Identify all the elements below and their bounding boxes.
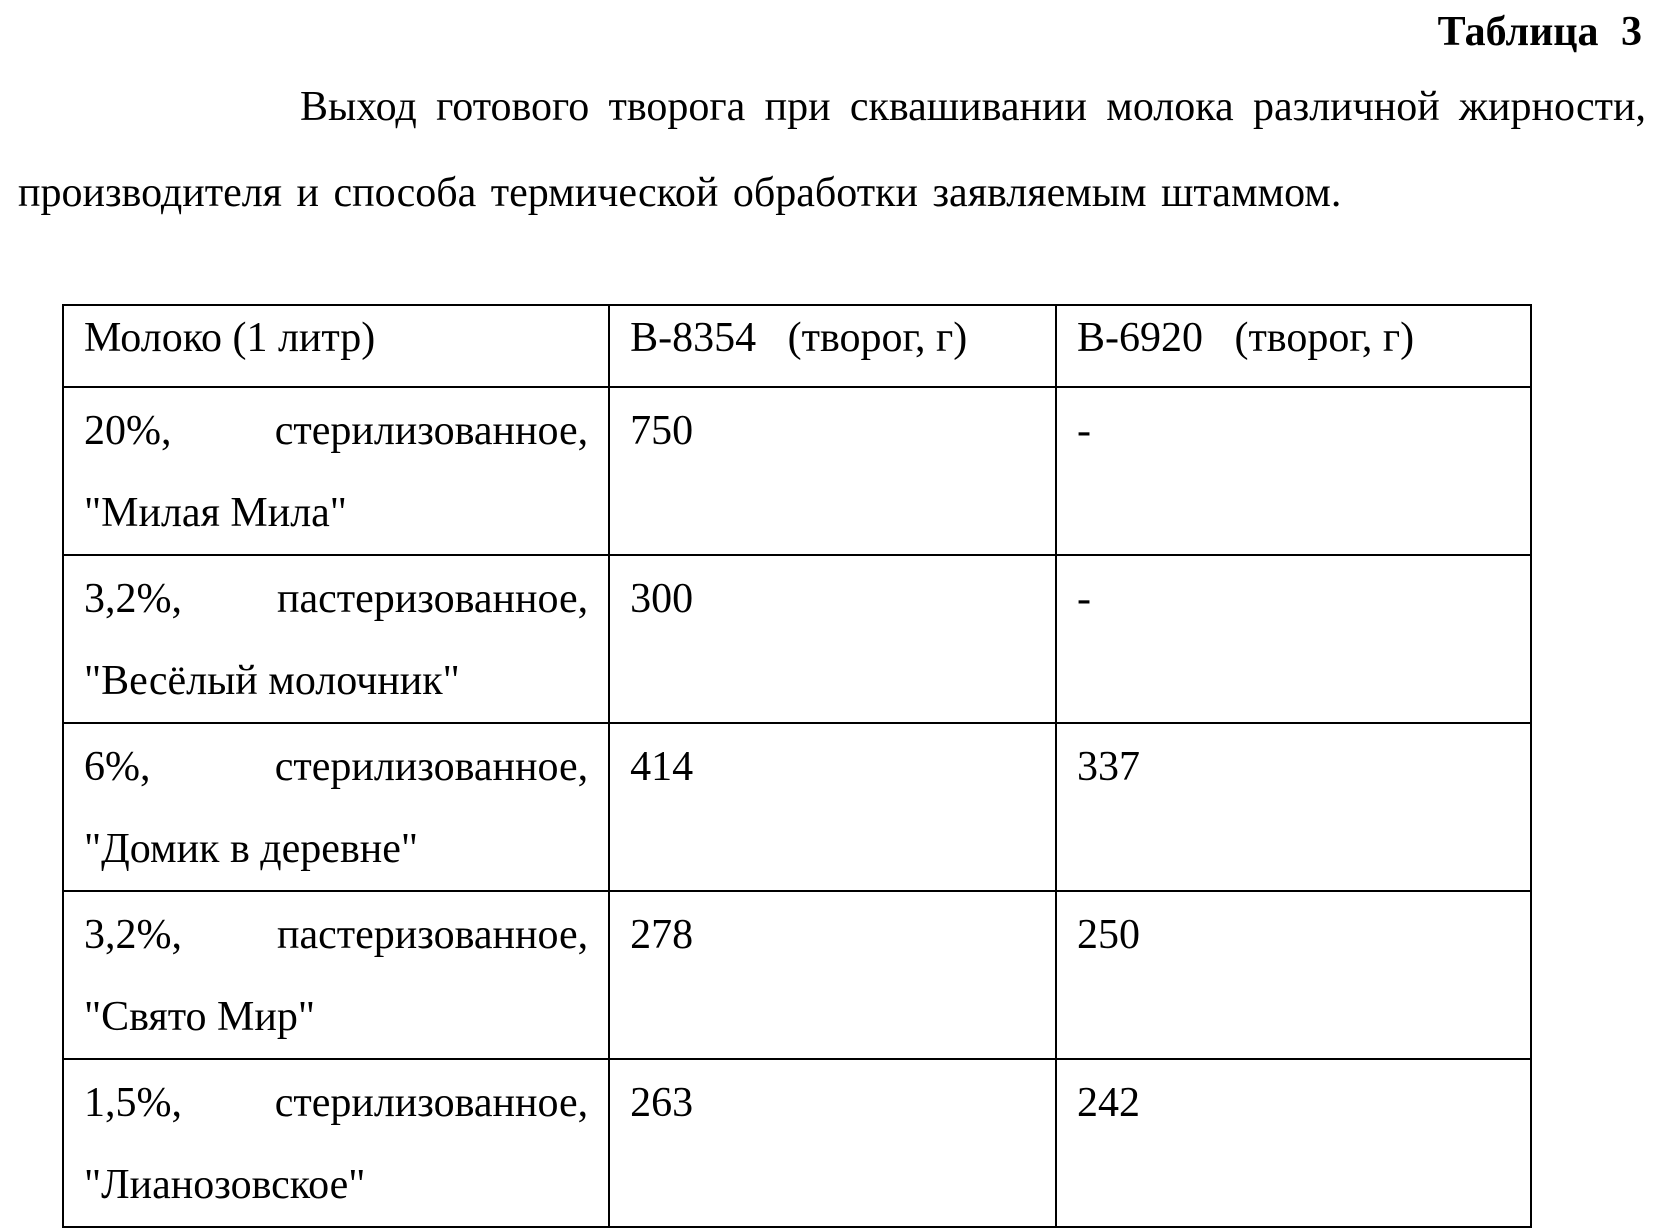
cell-milk — [63, 387, 609, 555]
milk-brand: "Лианозовское" — [84, 1162, 366, 1208]
header-b8354-label: B-8354 (творог, г) — [630, 315, 968, 361]
cell-milk — [63, 1059, 609, 1227]
cell-b8354: 300 — [609, 555, 1056, 723]
table-row — [63, 723, 1531, 891]
milk-fat-type: 6%, стерилизованное, — [84, 744, 589, 790]
table-title-text: Выход готового творога при сквашивании молока различной жирности, производителя и способа термической обработки заявляемым штаммом. — [18, 84, 1646, 216]
cell-b6920: 242 — [1056, 1059, 1531, 1227]
table-row — [63, 1059, 1531, 1227]
cell-b6920: 250 — [1056, 891, 1531, 1059]
cell-b8354: 278 — [609, 891, 1056, 1059]
header-b8354 — [609, 305, 1056, 387]
cell-b6920: - — [1056, 555, 1531, 723]
milk-brand: "Свято Мир" — [84, 994, 316, 1040]
milk-fat-type: 1,5%, стерилизованное, — [84, 1080, 589, 1126]
table-caption: Таблица 3 — [1437, 9, 1642, 55]
table-header-row — [63, 305, 1531, 387]
cell-b8354: 750 — [609, 387, 1056, 555]
milk-brand: "Домик в деревне" — [84, 826, 419, 872]
header-b6920 — [1056, 305, 1531, 387]
milk-fat-type: 20%, стерилизованное, — [84, 408, 589, 454]
milk-fat-type: 3,2%, пастеризованное, — [84, 576, 589, 622]
yield-table — [62, 304, 1532, 1228]
milk-brand: "Милая Мила" — [84, 490, 347, 536]
table-row — [63, 387, 1531, 555]
cell-milk — [63, 555, 609, 723]
table-row — [63, 891, 1531, 1059]
milk-brand: "Весёлый молочник" — [84, 658, 460, 704]
cell-b8354: 263 — [609, 1059, 1056, 1227]
cell-milk — [63, 723, 609, 891]
table-row — [63, 555, 1531, 723]
cell-b8354: 414 — [609, 723, 1056, 891]
header-b6920-label: B-6920 (творог, г) — [1076, 315, 1415, 361]
cell-milk — [63, 891, 609, 1059]
header-milk — [63, 305, 609, 387]
table-title — [18, 64, 1646, 236]
cell-b6920: 337 — [1056, 723, 1531, 891]
cell-b6920: - — [1056, 387, 1531, 555]
milk-fat-type: 3,2%, пастеризованное, — [84, 912, 589, 958]
header-milk-label: Молоко (1 литр) — [84, 315, 376, 361]
